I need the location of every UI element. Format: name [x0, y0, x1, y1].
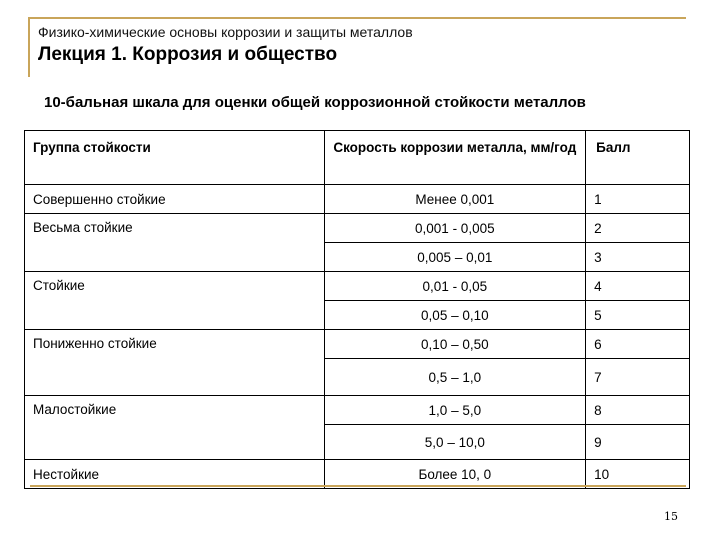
speed-cell: Менее 0,001	[324, 185, 586, 214]
speed-cell: 0,005 – 0,01	[324, 243, 586, 272]
speed-cell: 5,0 – 10,0	[324, 425, 586, 460]
speed-cell: 0,5 – 1,0	[324, 359, 586, 396]
score-cell: 10	[586, 460, 690, 489]
score-cell: 6	[586, 330, 690, 359]
group-cell: Стойкие	[25, 272, 325, 330]
score-cell: 3	[586, 243, 690, 272]
group-cell: Весьма стойкие	[25, 214, 325, 272]
footer-line	[30, 485, 686, 487]
group-cell: Малостойкие	[25, 396, 325, 460]
table-row	[25, 330, 690, 359]
table-row	[25, 214, 690, 243]
corrosion-scale-table	[24, 130, 690, 489]
speed-cell: 0,05 – 0,10	[324, 301, 586, 330]
score-cell: 9	[586, 425, 690, 460]
score-cell: 7	[586, 359, 690, 396]
score-cell: 4	[586, 272, 690, 301]
header-frame-top-line	[28, 17, 686, 19]
score-cell: 2	[586, 214, 690, 243]
speed-cell: 1,0 – 5,0	[324, 396, 586, 425]
score-cell: 8	[586, 396, 690, 425]
column-header-speed: Скорость коррозии металла, мм/год	[324, 131, 586, 185]
lecture-title: Лекция 1. Коррозия и общество	[38, 44, 338, 65]
course-subtitle: Физико-химические основы коррозии и защиты металлов	[38, 24, 413, 40]
speed-cell: 0,01 - 0,05	[324, 272, 586, 301]
group-cell: Совершенно стойкие	[25, 185, 325, 214]
table-row	[25, 396, 690, 425]
speed-cell: 0,001 - 0,005	[324, 214, 586, 243]
score-cell: 5	[586, 301, 690, 330]
column-header-score: Балл	[586, 131, 690, 185]
group-cell: Пониженно стойкие	[25, 330, 325, 396]
page-number: 15	[664, 510, 678, 523]
table-header-row	[25, 131, 690, 185]
table-row	[25, 185, 690, 214]
header-frame-left-line	[28, 17, 30, 77]
score-cell: 1	[586, 185, 690, 214]
speed-cell: 0,10 – 0,50	[324, 330, 586, 359]
column-header-group: Группа стойкости	[25, 131, 325, 185]
table-caption: 10-бальная шкала для оценки общей коррозионной стойкости металлов	[44, 94, 586, 111]
group-cell: Нестойкие	[25, 460, 325, 489]
table-row	[25, 272, 690, 301]
speed-cell: Более 10, 0	[324, 460, 586, 489]
